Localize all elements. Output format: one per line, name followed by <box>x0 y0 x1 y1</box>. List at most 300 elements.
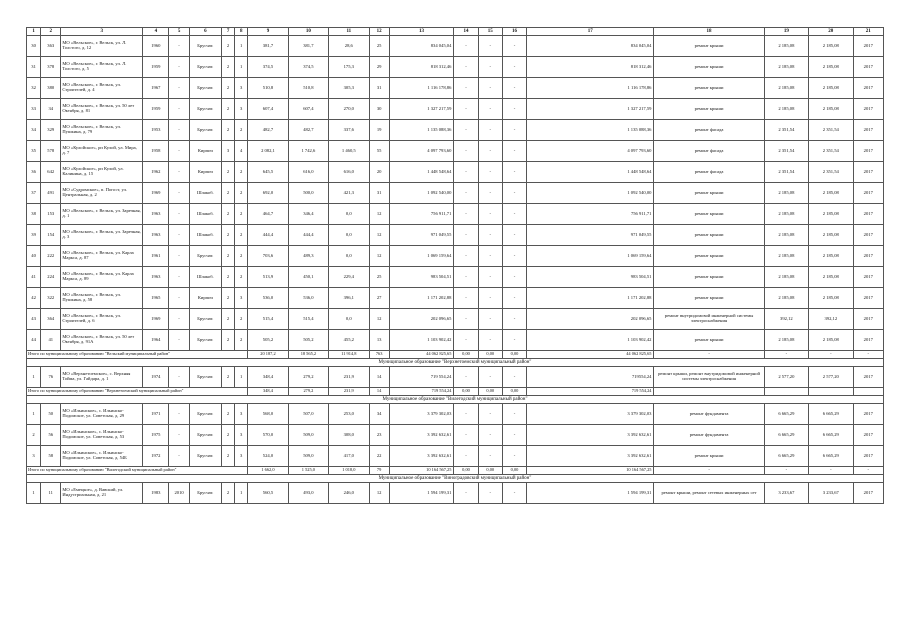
cell-residential-area: 374,5 <box>288 57 328 78</box>
cell-entrances: 2 <box>235 162 248 183</box>
cell-residents: 25 <box>369 267 389 288</box>
cell-wall-material: Кирпич <box>189 141 221 162</box>
cell-unit-cost: 2 185,08 <box>764 57 808 78</box>
cell-owners-share: - <box>502 36 526 57</box>
cell-completion-year: 2017 <box>853 288 883 309</box>
cell-residents: 12 <box>369 225 389 246</box>
cell-repair-cost-owners: 1 448 548,64 <box>527 162 654 183</box>
cell-owners-share: - <box>502 309 526 330</box>
cell-residents: 12 <box>369 309 389 330</box>
cell-work-type: ремонт крыши <box>654 36 764 57</box>
cell-entrances: 2 <box>235 183 248 204</box>
cell-unit-cost: 2 185,08 <box>764 78 808 99</box>
cell-year-renovated: - <box>169 267 189 288</box>
cell-year-built: 1961 <box>143 246 169 267</box>
cell-total-area: 536,0 <box>248 288 288 309</box>
cell-municipal-area: 175,3 <box>329 57 369 78</box>
cell-year-built: 1962 <box>143 162 169 183</box>
cell-fund-share: - <box>454 36 478 57</box>
cell-owners-share: - <box>502 267 526 288</box>
cell-max-unit-cost: 2 185,08 <box>809 204 853 225</box>
table-row <box>27 225 884 246</box>
cell-max-unit-cost: 2 185,08 <box>809 36 853 57</box>
subtotal-cell-repair-cost-total: 44 062 825,65 <box>389 351 454 359</box>
cell-work-type: ремонт крыши <box>654 78 764 99</box>
subtotal-cell-fund-share: 0,00 <box>454 467 478 475</box>
capital-repair-register-table <box>26 27 884 504</box>
register-body <box>27 36 884 504</box>
cell-repair-cost-owners: 818 312,46 <box>527 57 654 78</box>
cell-completion-year: 2017 <box>853 99 883 120</box>
cell-year-renovated: 2010 <box>169 483 189 504</box>
cell-year-renovated: - <box>169 36 189 57</box>
cell-year-renovated: - <box>169 404 189 425</box>
cell-budget-share: - <box>478 404 502 425</box>
cell-house-id: 329 <box>41 120 61 141</box>
cell-work-type: ремонт крыши <box>654 246 764 267</box>
cell-max-unit-cost: 2 351,54 <box>809 162 853 183</box>
cell-address: МО «Ильинское», с. Ильинско-Подомское, ул. Советская, д. 29 <box>61 404 143 425</box>
cell-house-id: 364 <box>41 309 61 330</box>
cell-repair-cost-total: 1 092 540,00 <box>389 183 454 204</box>
cell-entrances: 3 <box>235 99 248 120</box>
cell-residents: 12 <box>369 246 389 267</box>
cell-year-renovated: - <box>169 183 189 204</box>
cell-completion-year: 2017 <box>853 267 883 288</box>
cell-house-id: 363 <box>41 36 61 57</box>
cell-row-number: 41 <box>27 267 41 288</box>
cell-municipal-area: 28,6 <box>329 36 369 57</box>
cell-work-type: ремонт крыши <box>654 446 764 467</box>
cell-address: МО «Вельское», г. Вельск, ул. Строителей, д. 4 <box>61 78 143 99</box>
subtotal-cell-residents: 79 <box>369 467 389 475</box>
cell-fund-share: - <box>454 288 478 309</box>
cell-municipal-area: 270,0 <box>329 99 369 120</box>
cell-max-unit-cost: 6 665,29 <box>809 404 853 425</box>
table-row <box>27 288 884 309</box>
cell-entrances: 3 <box>235 425 248 446</box>
cell-fund-share: - <box>454 141 478 162</box>
cell-year-built: 1959 <box>143 57 169 78</box>
cell-wall-material: Брусчат. <box>189 57 221 78</box>
cell-address: МО «Вельское», г. Вельск, ул. Строителей, д. 6 <box>61 309 143 330</box>
cell-repair-cost-total: 818 312,46 <box>389 57 454 78</box>
cell-row-number: 1 <box>27 367 41 388</box>
subtotal-cell-max-unit-cost: - <box>809 467 853 475</box>
section-heading: Муниципальное образование "Вилегодский муниципальный район" <box>27 396 884 404</box>
cell-residential-area: 500,0 <box>288 183 328 204</box>
cell-max-unit-cost: 2 185,08 <box>809 246 853 267</box>
cell-owners-share: - <box>502 446 526 467</box>
column-number-5: 5 <box>169 28 189 36</box>
cell-budget-share: - <box>478 267 502 288</box>
cell-owners-share: - <box>502 183 526 204</box>
cell-residents: 31 <box>369 78 389 99</box>
cell-year-built: 1964 <box>143 330 169 351</box>
cell-year-built: 1958 <box>143 141 169 162</box>
cell-repair-cost-total: 756 911,71 <box>389 204 454 225</box>
cell-repair-cost-owners: 3 392 632,61 <box>527 425 654 446</box>
table-row <box>27 204 884 225</box>
subtotal-label: Итого по муниципальному образованию "Вилегодский муниципальный район" <box>27 467 248 475</box>
cell-address: МО «Вельское», г. Вельск, ул. Карла Маркса, д. 87 <box>61 246 143 267</box>
cell-repair-cost-total: 1 171 202,88 <box>389 288 454 309</box>
cell-municipal-area: 616,0 <box>329 162 369 183</box>
cell-owners-share: - <box>502 330 526 351</box>
cell-address: МО «Судромское», п. Погост, ул. Центральная, д. 2 <box>61 183 143 204</box>
cell-year-built: 1969 <box>143 309 169 330</box>
cell-unit-cost: 2 185,08 <box>764 99 808 120</box>
cell-residents: 19 <box>369 120 389 141</box>
subtotal-cell-municipal-area: 231,9 <box>329 388 369 396</box>
column-number-header-row <box>27 28 884 36</box>
cell-budget-share: - <box>478 141 502 162</box>
cell-completion-year: 2017 <box>853 183 883 204</box>
cell-wall-material: Брусчат. <box>189 120 221 141</box>
cell-house-id: 58 <box>41 446 61 467</box>
table-row <box>27 78 884 99</box>
cell-budget-share: - <box>478 330 502 351</box>
cell-max-unit-cost: 2 185,08 <box>809 267 853 288</box>
cell-residential-area: 1 742,6 <box>288 141 328 162</box>
cell-address: МО «Вельское», г. Вельск, ул. Л. Толстого, д. 5 <box>61 57 143 78</box>
cell-fund-share: - <box>454 204 478 225</box>
cell-floors: 2 <box>222 446 235 467</box>
cell-total-area: 568,0 <box>248 404 288 425</box>
cell-total-area: 374,5 <box>248 57 288 78</box>
cell-budget-share: - <box>478 246 502 267</box>
cell-address: МО «Вельское», г. Вельск, ул. Заречная, д. 3 <box>61 225 143 246</box>
cell-entrances: 1 <box>235 36 248 57</box>
cell-house-id: 491 <box>41 183 61 204</box>
cell-wall-material: Брусчат. <box>189 36 221 57</box>
cell-wall-material: Брусчат. <box>189 367 221 388</box>
cell-work-type: ремонт крыши <box>654 57 764 78</box>
cell-row-number: 1 <box>27 404 41 425</box>
column-number-6: 6 <box>189 28 221 36</box>
cell-year-built: 1963 <box>143 225 169 246</box>
cell-repair-cost-owners: 1 594 199,31 <box>527 483 654 504</box>
cell-work-type: ремонт фундамента <box>654 404 764 425</box>
cell-floors: 2 <box>222 225 235 246</box>
cell-year-built: 1983 <box>143 483 169 504</box>
subtotal-cell-completion-year <box>853 388 883 396</box>
subtotal-cell-municipal-area: 1 018,0 <box>329 467 369 475</box>
cell-address: МО «Ильинское», с. Ильинско-Подомское, ул. Советская, д. 53 <box>61 425 143 446</box>
cell-residential-area: 607,4 <box>288 99 328 120</box>
cell-residents: 23 <box>369 425 389 446</box>
table-row <box>27 141 884 162</box>
cell-total-area: 2 082,1 <box>248 141 288 162</box>
cell-unit-cost: 6 665,29 <box>764 404 808 425</box>
cell-year-built: 1971 <box>143 404 169 425</box>
cell-fund-share: - <box>454 267 478 288</box>
cell-budget-share: - <box>478 162 502 183</box>
cell-house-id: 322 <box>41 288 61 309</box>
cell-floors: 2 <box>222 330 235 351</box>
column-number-10: 10 <box>288 28 328 36</box>
cell-completion-year: 2017 <box>853 309 883 330</box>
cell-entrances: 3 <box>235 404 248 425</box>
cell-residents: 55 <box>369 141 389 162</box>
subtotal-cell-work-type: - <box>654 351 764 359</box>
cell-house-id: 380 <box>41 78 61 99</box>
cell-completion-year: 2017 <box>853 483 883 504</box>
cell-total-area: 513,9 <box>248 267 288 288</box>
cell-residential-area: 510,8 <box>288 78 328 99</box>
subtotal-cell-unit-cost <box>764 388 808 396</box>
cell-total-area: 482,7 <box>248 120 288 141</box>
cell-entrances: 3 <box>235 446 248 467</box>
cell-work-type: ремонт крыши, ремонт внутридомовой инженерной системы электроснабжения <box>654 367 764 388</box>
subtotal-cell-fund-share: 0,00 <box>454 388 478 396</box>
cell-budget-share: - <box>478 78 502 99</box>
cell-residential-area: 482,7 <box>288 120 328 141</box>
cell-year-renovated: - <box>169 446 189 467</box>
cell-unit-cost: 2 351,54 <box>764 162 808 183</box>
cell-budget-share: - <box>478 57 502 78</box>
cell-max-unit-cost: 2 185,08 <box>809 57 853 78</box>
cell-repair-cost-owners: 971 049,55 <box>527 225 654 246</box>
cell-repair-cost-total: 1 448 548,64 <box>389 162 454 183</box>
cell-wall-material: Брусчат. <box>189 483 221 504</box>
cell-unit-cost: 2 185,08 <box>764 246 808 267</box>
cell-fund-share: - <box>454 225 478 246</box>
subtotal-cell-owners-share: 0,00 <box>502 388 526 396</box>
cell-address: МО «Кулойское», рп Кулой, ул. Мира, д. 7 <box>61 141 143 162</box>
column-number-17: 17 <box>527 28 654 36</box>
cell-work-type: ремонт внутридомовой инженерной системы электроснабжения <box>654 309 764 330</box>
cell-max-unit-cost: 2 577,20 <box>809 367 853 388</box>
subtotal-cell-total-area: 1 662,0 <box>248 467 288 475</box>
cell-house-id: 56 <box>41 425 61 446</box>
cell-address: МО «Кулойское», рп Кулой, ул. Калинина, д. 15 <box>61 162 143 183</box>
cell-residential-area: 616,0 <box>288 162 328 183</box>
cell-address: МО «Вельское», г. Вельск, ул. Карла Маркса, д. 89 <box>61 267 143 288</box>
cell-year-built: 1959 <box>143 99 169 120</box>
cell-budget-share: - <box>478 288 502 309</box>
cell-year-renovated: - <box>169 246 189 267</box>
cell-wall-material: Кирпич <box>189 162 221 183</box>
cell-fund-share: - <box>454 183 478 204</box>
cell-work-type: ремонт крыши <box>654 204 764 225</box>
subtotal-cell-unit-cost: - <box>764 351 808 359</box>
cell-max-unit-cost: 2 185,08 <box>809 225 853 246</box>
cell-completion-year: 2017 <box>853 367 883 388</box>
cell-house-id: 222 <box>41 246 61 267</box>
cell-floors: 2 <box>222 183 235 204</box>
cell-residents: 29 <box>369 57 389 78</box>
cell-completion-year: 2017 <box>853 57 883 78</box>
cell-row-number: 43 <box>27 309 41 330</box>
cell-owners-share: - <box>502 425 526 446</box>
cell-completion-year: 2017 <box>853 78 883 99</box>
cell-unit-cost: 2 185,08 <box>764 267 808 288</box>
cell-repair-cost-total: 1 069 159,64 <box>389 246 454 267</box>
cell-work-type: ремонт крыши <box>654 288 764 309</box>
cell-municipal-area: 0,0 <box>329 204 369 225</box>
subtotal-row <box>27 467 884 475</box>
cell-house-id: 378 <box>41 57 61 78</box>
cell-floors: 2 <box>222 57 235 78</box>
cell-year-renovated: - <box>169 141 189 162</box>
cell-residential-area: 509,0 <box>288 425 328 446</box>
cell-owners-share: - <box>502 162 526 183</box>
cell-max-unit-cost: 2 185,08 <box>809 183 853 204</box>
cell-repair-cost-owners: 1 092 540,00 <box>527 183 654 204</box>
cell-address: МО «Вельское», г. Вельск, ул. 50 лет Октября, д. 91А <box>61 330 143 351</box>
subtotal-cell-max-unit-cost <box>809 388 853 396</box>
subtotal-cell-repair-cost-owners: 719 554,24 <box>527 388 654 396</box>
subtotal-cell-residential-area: 1 525,0 <box>288 467 328 475</box>
cell-house-id: 642 <box>41 162 61 183</box>
cell-max-unit-cost: 2 185,08 <box>809 288 853 309</box>
cell-unit-cost: 3 233,67 <box>764 483 808 504</box>
cell-total-area: 505,2 <box>248 330 288 351</box>
subtotal-cell-residential-area: 279,2 <box>288 388 328 396</box>
cell-row-number: 33 <box>27 99 41 120</box>
cell-year-renovated: - <box>169 99 189 120</box>
cell-year-renovated: - <box>169 57 189 78</box>
cell-floors: 2 <box>222 36 235 57</box>
cell-repair-cost-owners: 1 171 202,88 <box>527 288 654 309</box>
subtotal-cell-total-area: 348,4 <box>248 388 288 396</box>
subtotal-label: Итого по муниципальному образованию "Вельский муниципальный район" <box>27 351 248 359</box>
cell-address: МО «Вельское», г. Вельск, ул. Заречная, д. 1 <box>61 204 143 225</box>
cell-address: МО «Вельское», г. Вельск, ул. Пушкина, д. 58 <box>61 288 143 309</box>
cell-residents: 27 <box>369 288 389 309</box>
cell-row-number: 34 <box>27 120 41 141</box>
subtotal-cell-repair-cost-owners: 44 062 825,65 <box>527 351 654 359</box>
cell-residents: 12 <box>369 483 389 504</box>
cell-work-type: ремонт крыши <box>654 267 764 288</box>
subtotal-cell-budget-share: 0,00 <box>478 351 502 359</box>
column-number-11: 11 <box>329 28 369 36</box>
cell-fund-share: - <box>454 367 478 388</box>
cell-residential-area: 381,7 <box>288 36 328 57</box>
cell-repair-cost-total: 971 049,55 <box>389 225 454 246</box>
section-heading-row <box>27 475 884 483</box>
cell-max-unit-cost: 2 185,08 <box>809 78 853 99</box>
cell-entrances: 2 <box>235 225 248 246</box>
cell-unit-cost: 2 351,54 <box>764 141 808 162</box>
cell-entrances: 1 <box>235 57 248 78</box>
cell-work-type: ремонт крыши <box>654 330 764 351</box>
cell-unit-cost: 2 577,20 <box>764 367 808 388</box>
table-row <box>27 36 884 57</box>
table-row <box>27 183 884 204</box>
cell-municipal-area: 0,0 <box>329 309 369 330</box>
cell-wall-material: Шлакоб. <box>189 267 221 288</box>
cell-entrances: 4 <box>235 141 248 162</box>
cell-repair-cost-owners: 3 379 302,03 <box>527 404 654 425</box>
cell-year-renovated: - <box>169 120 189 141</box>
cell-work-type: ремонт фундамента <box>654 425 764 446</box>
cell-repair-cost-owners: 834 045,04 <box>527 36 654 57</box>
cell-floors: 2 <box>222 120 235 141</box>
cell-floors: 2 <box>222 162 235 183</box>
cell-municipal-area: 421,3 <box>329 183 369 204</box>
cell-floors: 2 <box>222 99 235 120</box>
cell-address: МО «Ильинское», с. Ильинско-Подомское, ул. Советская, д. 54Б <box>61 446 143 467</box>
cell-residential-area: 509,0 <box>288 446 328 467</box>
cell-floors: 2 <box>222 483 235 504</box>
subtotal-label: Итого по муниципальному образованию "Верхнетоемский муниципальный район" <box>27 388 248 396</box>
cell-fund-share: - <box>454 330 478 351</box>
cell-budget-share: - <box>478 367 502 388</box>
cell-max-unit-cost: 2 185,08 <box>809 99 853 120</box>
cell-budget-share: - <box>478 483 502 504</box>
cell-total-area: 515,4 <box>248 309 288 330</box>
cell-completion-year: 2017 <box>853 120 883 141</box>
cell-entrances: 3 <box>235 78 248 99</box>
column-number-12: 12 <box>369 28 389 36</box>
cell-municipal-area: 1 460,5 <box>329 141 369 162</box>
cell-year-built: 1963 <box>143 267 169 288</box>
cell-fund-share: - <box>454 246 478 267</box>
cell-entrances: 1 <box>235 367 248 388</box>
cell-owners-share: - <box>502 57 526 78</box>
section-heading-row <box>27 359 884 367</box>
column-number-14: 14 <box>454 28 478 36</box>
cell-wall-material: Шлакоб. <box>189 183 221 204</box>
cell-total-area: 570,0 <box>248 425 288 446</box>
table-row <box>27 246 884 267</box>
cell-house-id: 76 <box>41 367 61 388</box>
table-row <box>27 446 884 467</box>
cell-repair-cost-owners: 1 103 902,42 <box>527 330 654 351</box>
cell-wall-material: Шлакоб. <box>189 204 221 225</box>
cell-municipal-area: 417,0 <box>329 446 369 467</box>
cell-floors: 2 <box>222 267 235 288</box>
column-number-19: 19 <box>764 28 808 36</box>
subtotal-cell-max-unit-cost: - <box>809 351 853 359</box>
cell-house-id: 11 <box>41 483 61 504</box>
cell-completion-year: 2017 <box>853 204 883 225</box>
cell-repair-cost-total: 3 379 302,03 <box>389 404 454 425</box>
subtotal-cell-owners-share: 0,00 <box>502 467 526 475</box>
subtotal-cell-residents: 14 <box>369 388 389 396</box>
cell-floors: 2 <box>222 309 235 330</box>
cell-work-type: ремонт фасада <box>654 162 764 183</box>
cell-row-number: 32 <box>27 78 41 99</box>
cell-row-number: 39 <box>27 225 41 246</box>
cell-budget-share: - <box>478 309 502 330</box>
cell-row-number: 1 <box>27 483 41 504</box>
cell-floors: 3 <box>222 141 235 162</box>
cell-owners-share: - <box>502 225 526 246</box>
subtotal-row <box>27 388 884 396</box>
cell-fund-share: - <box>454 162 478 183</box>
cell-year-built: 1963 <box>143 204 169 225</box>
cell-residential-area: 505,2 <box>288 330 328 351</box>
cell-row-number: 30 <box>27 36 41 57</box>
cell-year-built: 1975 <box>143 425 169 446</box>
cell-fund-share: - <box>454 120 478 141</box>
cell-floors: 2 <box>222 288 235 309</box>
subtotal-row <box>27 351 884 359</box>
subtotal-cell-completion-year: - <box>853 351 883 359</box>
cell-total-area: 348,4 <box>248 367 288 388</box>
cell-municipal-area: 253,0 <box>329 404 369 425</box>
cell-row-number: 40 <box>27 246 41 267</box>
subtotal-cell-repair-cost-owners: 10 164 567,25 <box>527 467 654 475</box>
cell-address: МО «Емецкое», д. Вавский, ул. Индустриальная, д. 21 <box>61 483 143 504</box>
cell-address: МО «Вельское», г. Вельск, ул. Пушкина, д. 79 <box>61 120 143 141</box>
cell-repair-cost-total: 3 392 632,61 <box>389 425 454 446</box>
table-row <box>27 57 884 78</box>
cell-house-id: 41 <box>41 330 61 351</box>
